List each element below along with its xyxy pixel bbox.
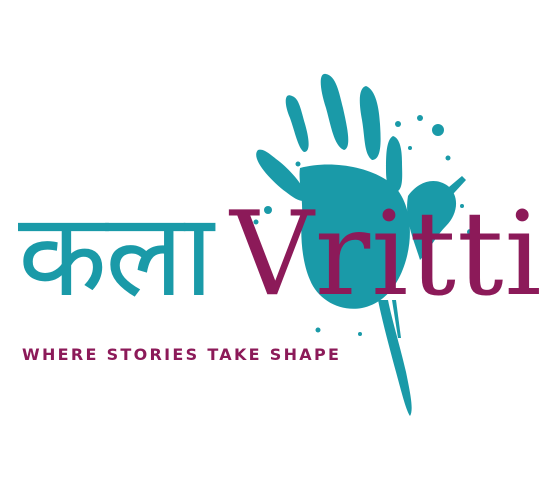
splatter-dot	[446, 156, 451, 161]
splatter-dot	[395, 121, 401, 127]
splatter-dot	[417, 115, 423, 121]
wordmark-native: कला	[18, 188, 212, 323]
splatter-dot	[316, 328, 321, 333]
tagline: WHERE STORIES TAKE SHAPE	[22, 345, 342, 364]
splatter-dot	[296, 162, 301, 167]
hand-finger-pinky	[286, 95, 309, 152]
splatter-dot	[432, 124, 444, 136]
splatter-dot	[408, 146, 412, 150]
hand-finger-ring	[321, 74, 349, 150]
wordmark-latin: Vritti	[230, 187, 543, 322]
hand-finger-middle	[360, 86, 381, 160]
splatter-dot	[358, 332, 362, 336]
